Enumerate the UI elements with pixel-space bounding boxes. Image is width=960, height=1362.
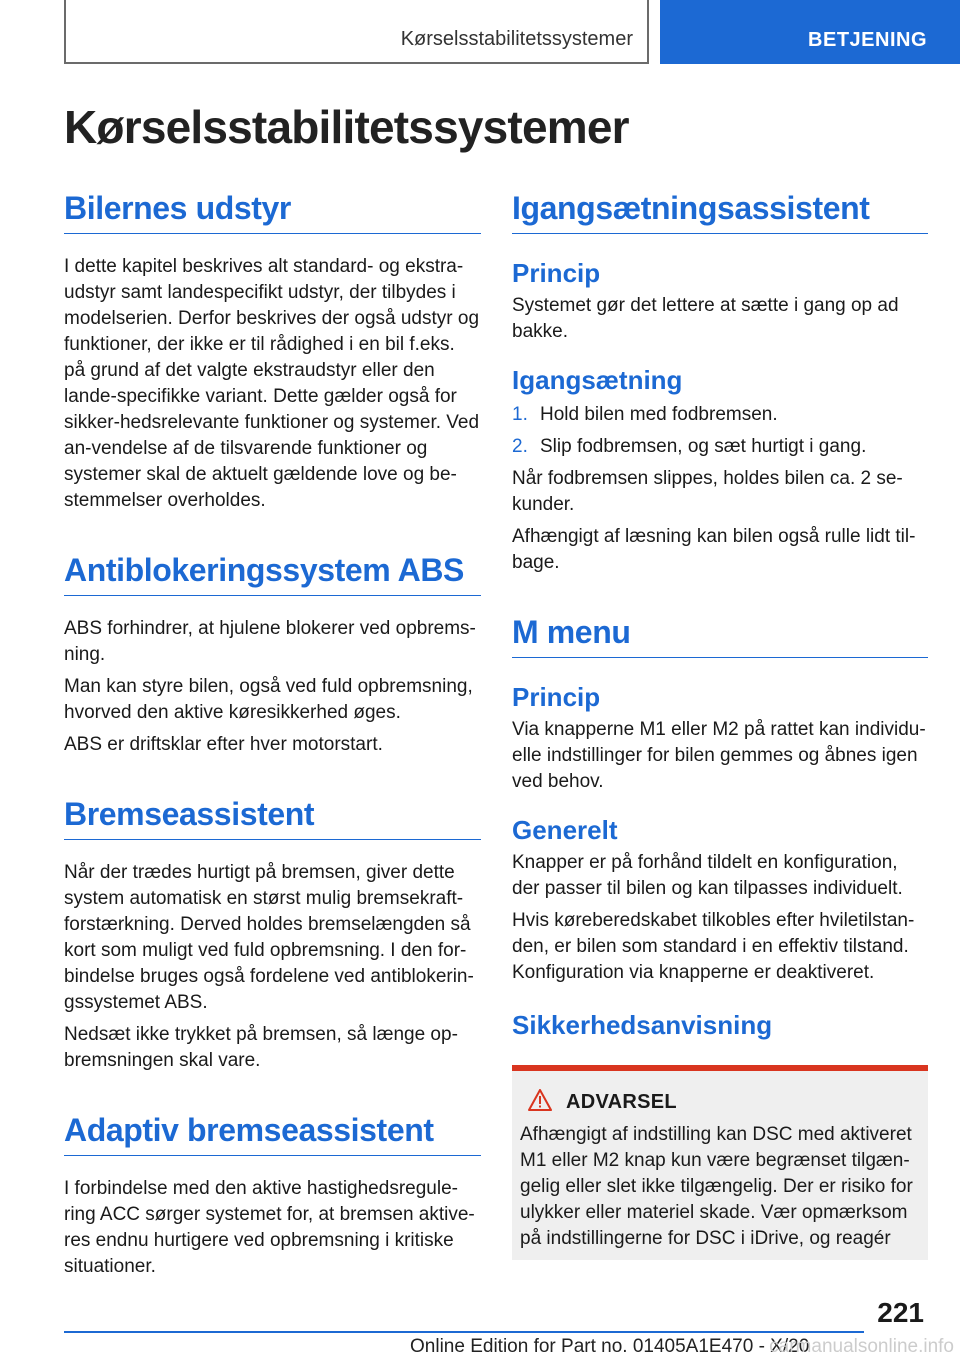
header-chapter-label: BETJENING <box>808 29 927 51</box>
paragraph: ABS forhindrer, at hjulene blokerer ved opbrems-ning. <box>64 618 476 665</box>
left-column <box>64 190 481 1280</box>
paragraph: Knapper er på forhånd tildelt en konfiguration, der passer til bilen og kan tilpasses individuelt. <box>512 852 903 899</box>
page-number: 221 <box>877 1297 924 1328</box>
section-heading-adaptiv: Adaptiv bremseassistent <box>64 1112 481 1156</box>
section-heading-m-menu: M menu <box>512 614 928 658</box>
warning-text: Afhængigt af indstilling kan DSC med aktiveret M1 eller M2 knap kun være begrænset tilgæn-gelig eller slet ikke tilgængelig. Der er risiko for ulykker eller materiel skade. Vær opmærksom på indstillingerne for DSC i iDrive, og reagér <box>520 1124 913 1249</box>
paragraph: Hvis køreberedskabet tilkobles efter hviletilstan-den, er bilen som standard i en effektiv tilstand. Konfiguration via knapperne er deaktiveret. <box>512 910 915 983</box>
header-chapter-tab[interactable] <box>660 0 960 64</box>
warning-box <box>512 1065 928 1260</box>
paragraph: I forbindelse med den aktive hastighedsregule-ring ACC sørger systemet for, at bremsen aktive-res endnu hurtigere ved opbremsning i kritiske situationer. <box>64 1178 475 1277</box>
warning-header <box>528 1089 920 1116</box>
header-section-box <box>64 0 649 64</box>
subheading-sikkerhedsanvisning: Sikkerhedsanvisning <box>512 1010 773 1040</box>
step-text: Hold bilen med fodbremsen. <box>540 404 778 425</box>
list-item <box>512 434 928 460</box>
subheading-princip: Princip <box>512 682 601 712</box>
section-heading-bremseassistent: Bremseassistent <box>64 796 481 840</box>
paragraph: Når fodbremsen slippes, holdes bilen ca. 2 se-kunder. <box>512 468 903 515</box>
footer-rule <box>64 1331 864 1333</box>
subheading-igangsaetning: Igangsætning <box>512 365 683 395</box>
page-title: Kørselsstabilitetssystemer <box>64 101 629 153</box>
warning-title: ADVARSEL <box>566 1091 677 1113</box>
paragraph: Systemet gør det lettere at sætte i gang op ad bakke. <box>512 295 899 342</box>
footer-edition: Online Edition for Part no. 01405A1E470 - X/20 <box>410 1336 810 1357</box>
subheading-princip: Princip <box>512 258 601 288</box>
section-heading-abs: Antiblokeringssystem ABS <box>64 552 481 596</box>
paragraph: Når der trædes hurtigt på bremsen, giver dette system automatisk en størst mulig bremsekraft-forstærkning. Derved holdes bremselængden så kort som muligt ved fuld opbremsning. I den for-bindelse bruges også fordelene ved antiblokerin-gssystemet ABS. <box>64 862 474 1013</box>
steps-list <box>512 402 928 460</box>
step-text: Slip fodbremsen, og sæt hurtigt i gang. <box>540 436 867 457</box>
paragraph: Via knapperne M1 eller M2 på rattet kan individu-elle indstillinger for bilen gemmes og åbnes igen ved behov. <box>512 719 926 792</box>
warning-triangle-icon <box>528 1089 552 1116</box>
section-heading-igangsaetningsassistent: Igangsætningsassistent <box>512 190 928 234</box>
right-column <box>512 190 928 1260</box>
paragraph: Man kan styre bilen, også ved fuld opbremsning, hvorved den aktive køresikkerhed øges. <box>64 676 473 723</box>
subheading-generelt: Generelt <box>512 815 618 845</box>
header-section-title: Kørselsstabilitetssystemer <box>400 28 633 50</box>
paragraph: ABS er driftsklar efter hver motorstart. <box>64 734 383 755</box>
step-number: 1. <box>512 404 528 425</box>
paragraph: Afhængigt af læsning kan bilen også rulle lidt til-bage. <box>512 526 916 573</box>
list-item <box>512 402 928 428</box>
paragraph: Nedsæt ikke trykket på bremsen, så længe op-bremsningen skal vare. <box>64 1024 458 1071</box>
step-number: 2. <box>512 436 528 457</box>
section-heading-udstyr: Bilernes udstyr <box>64 190 481 234</box>
footer-brand-watermark[interactable]: carmanualsonline.info <box>769 1336 954 1357</box>
paragraph: I dette kapitel beskrives alt standard- og ekstra-udstyr samt landespecifikt udstyr, der tilbydes i modelserien. Derfor beskrives der også udstyr og funktioner, der ikke er til rådighed i en bil f.eks. på grund af det valgte ekstraudstyr eller den lande-specifikke variant. Dette gælder også for sikker-hedsrelevante funktioner og systemer. Ved an-vendelse af de tilsvarende funktioner og systemer skal de aktuelt gældende love og be-stemmelser overholdes. <box>64 256 480 511</box>
